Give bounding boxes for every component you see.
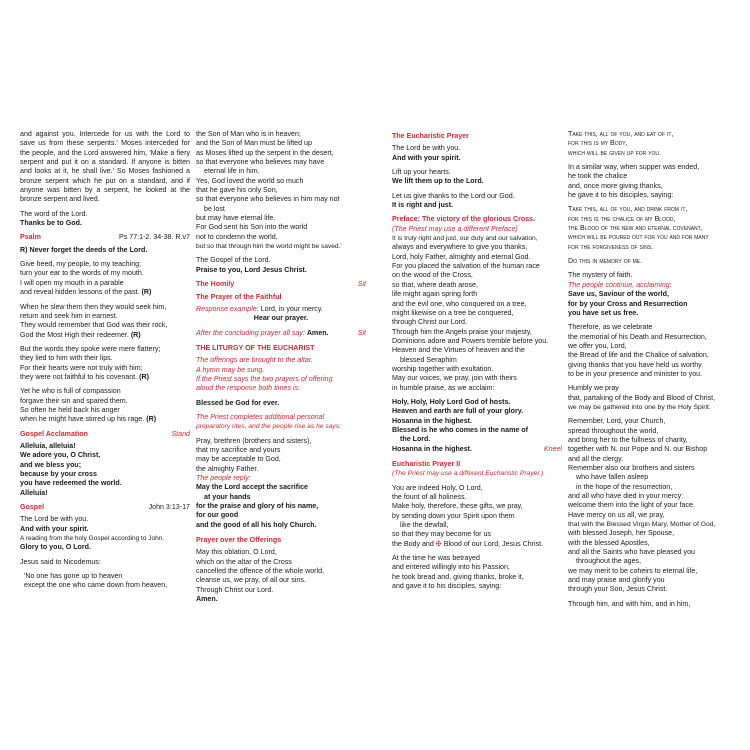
column-1	[20, 130, 190, 591]
people-continue-rubric: The people continue, acclaiming:	[568, 280, 672, 289]
priest-line: Lift up your hearts.	[392, 168, 451, 177]
verse-line: They would remember that God was their rock,	[20, 321, 168, 330]
acclaim-line: for by your Cross and Resurrection	[568, 299, 688, 308]
sanctus-line: the Lord.	[400, 435, 431, 444]
verse-line: turn your ear to the words of my mouth.	[20, 269, 144, 278]
prayer-line: and bring her to the fullness of charity,	[568, 435, 688, 444]
ep2-line: the Body and	[392, 539, 434, 548]
prayer-line: Through Christ our Lord.	[196, 585, 274, 594]
ep2-line: so that they may become for us	[392, 530, 491, 539]
gospel-line: and the Son of Man must be lifted up	[196, 139, 312, 148]
ep2-line: like the dewfall,	[400, 521, 449, 530]
prayer-line: we may merit to be coheirs to eternal life,	[568, 566, 698, 575]
verse-line: they were not faithful to his covenant.	[20, 372, 138, 381]
betrayed-line: At the time he was betrayed	[392, 554, 480, 563]
psalm-stanza-1	[20, 260, 190, 297]
prayer-line: spread throughout the world,	[568, 426, 659, 435]
prayer-line: cleanse us, we pray, of all our sins.	[196, 576, 306, 585]
reply-line: for our good	[196, 511, 239, 520]
verse-line: Give heed, my people, to my teaching;	[20, 260, 142, 269]
people-line: And with your spirit.	[392, 153, 461, 162]
gospel-line: not to condemn the world,	[196, 232, 278, 241]
preface-line: life might again spring forth	[392, 290, 478, 299]
faithful-label: The Prayer of the Faithful	[196, 292, 282, 301]
prayer-line: Remember, Lord, your Church,	[568, 417, 666, 426]
sanctus-line: Heaven and earth are full of your glory.	[392, 407, 524, 416]
prayer-line: with the blessed Apostles,	[568, 538, 650, 547]
posture-sit: Sit	[357, 328, 366, 337]
prayer-line: the memorial of his Death and Resurrection,	[568, 332, 707, 341]
prayer-line: we may be gathered into one by the Holy Spirit.	[568, 403, 711, 411]
rubric-line: The offerings are brought to the altar.	[196, 356, 313, 365]
gospel-line: be lost	[204, 204, 225, 213]
offerings-label: Prayer over the Offerings	[196, 536, 282, 545]
verse-line: they lied to him with their lips.	[20, 354, 113, 363]
priest-line: Let us give thanks to the Lord our God.	[392, 191, 515, 200]
gospel-line: but may have eternal life.	[196, 214, 276, 223]
gospel-dialogue	[20, 515, 190, 552]
posture-kneel: Kneel	[543, 444, 562, 453]
eucharist-label: THE LITURGY OF THE EUCHARIST	[196, 343, 315, 352]
betrayed-text	[392, 554, 562, 591]
acclamation-line: you have redeemed the world.	[20, 479, 122, 488]
gospel-line: but so that through him the world might be saved.'	[196, 243, 342, 251]
acclaim-line: Save us, Saviour of the world,	[568, 290, 669, 299]
blessed-response: Blessed be God for ever.	[196, 398, 280, 407]
rubric-line: The Priest completes additional personal	[196, 412, 325, 421]
mystery	[568, 271, 738, 318]
prayer-line: Humbly we pray	[568, 384, 619, 393]
dialogue-1	[392, 144, 562, 163]
preface-line: through Christ our Lord.	[392, 318, 467, 327]
verse-line: when he might have stirred up his rage.	[20, 415, 145, 424]
consecration-line: for the forgiveness of sins.	[568, 242, 654, 251]
preface-text	[392, 234, 562, 393]
prayer-line: throughout the ages,	[576, 557, 642, 566]
dialogue-line: The Lord be with you.	[20, 515, 89, 524]
consecration-line: Take this, all of you, and drink from it,	[568, 205, 688, 214]
faithful-heading	[196, 293, 366, 302]
preface-line: Heaven and the Virtues of heaven and the	[392, 346, 525, 355]
column-4	[568, 130, 738, 609]
gospel-line: eternal life in him.	[204, 167, 260, 176]
psalm-stanza-4	[20, 387, 190, 424]
prayer-line: to be in your presence and minister to you.	[568, 369, 703, 378]
prayer-line: and all the Saints who have pleased you	[568, 548, 695, 557]
amen-response: Amen.	[306, 328, 329, 337]
gospel-of-lord: The Gospel of the Lord.	[196, 256, 271, 265]
acclamation-line: because by your cross	[20, 470, 97, 478]
preface-heading	[392, 215, 562, 224]
consecration-line: which will be poured out for you and for many	[568, 234, 709, 242]
gospel-line: so that everyone who believes in him may not	[196, 195, 340, 204]
column-3	[392, 130, 562, 596]
pray-line: Pray, brethren (brothers and sisters),	[196, 436, 312, 445]
prayer-line: and may praise and glorify you	[568, 576, 665, 585]
ep2-rubric: (The Priest may use a different Eucharistic Prayer.)	[392, 470, 544, 478]
concluding-row	[196, 329, 366, 338]
dialogue-2	[392, 168, 562, 187]
psalm-label: Psalm	[20, 233, 41, 242]
verse-line: I will open my mouth in a parable	[20, 278, 124, 287]
prayer-line: Remember also our brothers and sisters	[568, 464, 695, 472]
offerings-heading	[196, 536, 366, 545]
r-mark: (R)	[139, 372, 149, 381]
verse-line: For their hearts were not truly with him;	[20, 363, 143, 372]
consecration-line: the Blood of the new and eternal covenant,	[568, 224, 703, 233]
remember	[568, 417, 738, 595]
prayer-line: and all the clergy.	[568, 454, 624, 463]
betrayed-line: he took bread and, giving thanks, broke it,	[392, 572, 524, 581]
gospel-line: except the one who came down from heaven,	[24, 581, 168, 590]
thanks-response: Thanks be to God.	[20, 219, 82, 228]
preface-line: May our voices, we pray, join with theirs	[392, 374, 517, 383]
gospel-label: Gospel	[20, 503, 45, 512]
prayer-line: welcome them into the light of your face.	[568, 501, 695, 510]
through-him: Through him, and with him, and in him,	[568, 599, 691, 608]
amen-response: Amen.	[196, 595, 218, 604]
gospel-ref: John 3:13-17	[148, 503, 190, 512]
prayer-line: In a similar way, when supper was ended,	[568, 163, 700, 172]
ep2-label: Eucharistic Prayer II	[392, 460, 461, 468]
verse-line: So often he held back his anger	[20, 405, 120, 414]
reply-line: at your hands	[204, 492, 251, 501]
word-of-lord: The word of the Lord.	[20, 209, 88, 218]
betrayed-line: and gave it to his disciples, saying:	[392, 582, 502, 591]
r-mark: (R)	[146, 415, 157, 424]
preface-line: Lord, holy Father, almighty and eternal God.	[392, 252, 531, 261]
acclamation-text	[20, 442, 190, 498]
take-eat	[568, 130, 738, 158]
ep2-text	[392, 484, 562, 549]
prayer-line: we offer you, Lord,	[568, 341, 627, 350]
ep2-line: Make holy, therefore, these gifts, we pray,	[392, 502, 523, 511]
ep-heading	[392, 132, 562, 141]
faithful-response	[196, 305, 366, 324]
humbly	[568, 384, 738, 412]
sanctus-line: Hosanna in the highest.	[392, 416, 473, 425]
verse-line: return and seek him in earnest.	[20, 311, 118, 320]
prayer-line: in the hope of the resurrection,	[576, 482, 673, 491]
mystery-line: The mystery of faith.	[568, 271, 633, 280]
eucharist-heading	[196, 344, 366, 353]
hear-prayer: Hear our prayer.	[253, 314, 309, 323]
r-mark: (R)	[141, 288, 152, 297]
acclamation-heading	[20, 430, 190, 439]
verse-line: and reveal hidden lessons of the past.	[20, 288, 140, 297]
betrayed-line: and entered willingly into his Passion,	[392, 563, 510, 572]
preface-line: so that, where death arose,	[392, 280, 478, 289]
response-example-label: Response example:	[196, 304, 259, 313]
prayer-line: he took the chalice	[568, 172, 628, 181]
sanctus-line: Holy, Holy, Holy Lord God of hosts.	[392, 397, 511, 406]
rubric-line: If the Priest says the two prayers of offering	[196, 374, 333, 383]
gospel-line: that he gave his only Son,	[196, 186, 278, 195]
psalm-stanza-3	[20, 345, 190, 382]
gospel-heading	[20, 503, 190, 512]
priest-line: The Lord be with you.	[392, 144, 461, 153]
ep-label: The Eucharistic Prayer	[392, 132, 469, 140]
gospel-line: so that everyone who believes may have	[196, 158, 325, 167]
ep2-line: by sending down your Spirit upon them	[392, 511, 515, 520]
ep2-line: the fount of all holiness.	[392, 493, 467, 502]
preface-line: Dominions adore and Powers tremble before you.	[392, 336, 549, 345]
prayer-line: May this oblation, O Lord,	[196, 548, 277, 557]
verse-line: But the words they spoke were mere flattery;	[20, 344, 161, 353]
prayer-line: together with N. our Pope and N. our Bishop	[568, 445, 708, 454]
jesus-said: Jesus said to Nicodemus:	[20, 557, 101, 566]
ep2-heading	[392, 460, 562, 469]
rubric-line: preparatory rites, and the people rise as he says:	[196, 423, 341, 431]
reply-line: May the Lord accept the sacrifice	[196, 483, 308, 492]
preface-label: Preface: The victory of the glorious Cross.	[392, 215, 536, 224]
offerings-prayer	[196, 548, 366, 604]
prayer-line: and, once more giving thanks,	[568, 181, 663, 190]
people-reply-rubric: The people reply:	[196, 474, 251, 482]
offerings-rubric	[196, 356, 366, 393]
verse-line: When he slew them then they would seek him,	[20, 302, 167, 311]
dialogue-line: A reading from the holy Gospel according to John.	[20, 535, 165, 543]
posture-stand: Stand	[171, 429, 190, 438]
acclamation-line: Alleluia, alleluia!	[20, 441, 76, 450]
consecration-line: for this is my Body,	[568, 139, 628, 148]
acclamation-label: Gospel Acclamation	[20, 429, 88, 438]
similar-way	[568, 163, 738, 200]
pray-line: that my sacrifice and yours	[196, 445, 281, 454]
prayer-line: which on the altar of the Cross	[196, 557, 292, 566]
preface-line: For you placed the salvation of the human race	[392, 262, 540, 271]
verse-line: Yet he who is full of compassion	[20, 387, 121, 396]
preface-line: worship together with exultation.	[392, 364, 494, 373]
column-2	[196, 130, 366, 609]
cross-icon: ✠	[435, 539, 442, 548]
gospel-line: as Moses lifted up the serpent in the desert,	[196, 148, 334, 157]
praise-response: Praise to you, Lord Jesus Christ.	[196, 265, 307, 274]
verse-line: forgave their sin and spared them.	[20, 396, 128, 405]
gospel-line: For God sent his Son into the world	[196, 223, 308, 232]
consecration-line: for this is the chalice of my Blood,	[568, 214, 676, 223]
prayer-line: and all who have died in your mercy:	[568, 492, 684, 501]
homily-heading	[196, 280, 366, 289]
prayer-line: Therefore, as we celebrate	[568, 323, 653, 332]
pray-line: may be acceptable to God,	[196, 455, 281, 464]
preface-line: Through him the Angels praise your majesty,	[392, 327, 532, 336]
pray-brethren	[196, 437, 366, 530]
gospel-continued	[196, 130, 366, 251]
prayer-line: that with the Blessed Virgin Mary, Mother of God,	[568, 521, 716, 529]
take-drink	[568, 205, 738, 252]
psalm-ref: Ps 77:1-2. 34-38. R.v7	[119, 233, 190, 242]
prayer-line: that, partaking of the Body and Blood of Christ,	[568, 393, 716, 402]
psalm-stanza-2	[20, 303, 190, 340]
acclamation-line: We adore you, O Christ,	[20, 451, 101, 460]
reading-text: and against you. Intercede for us with the Lord to save us from these serpents.' Moses interceded for the people, and the Lord answered him, 'Make a fiery serpent and put it on a standard. If anyone is bitten and looks at it, he shall live.' So Moses fashioned a bronze serpent which he put on a standard, and if anyone was bitten by a serpent, he looked at the bronze serpent and lived.	[20, 130, 190, 204]
gospel-line: 'No one has gone up to heaven	[24, 572, 123, 581]
preface-line: It is truly right and just, our duty and our salvation,	[392, 235, 538, 243]
people-line: We lift them up to the Lord.	[392, 177, 484, 186]
consecration-line: Take this, all of you, and eat of it,	[568, 130, 674, 138]
preface-line: and the evil one, who conquered on a tree,	[392, 299, 527, 308]
prayer-line: through your Son, Jesus Christ.	[568, 585, 668, 594]
r-mark: (R)	[130, 330, 141, 339]
preface-rubric: (The Priest may use a different Preface)	[392, 224, 518, 233]
after-concluding: After the concluding prayer all say:	[196, 328, 305, 337]
prayer-line: the Bread of life and the Chalice of salvation,	[568, 351, 709, 360]
prayer-line: cancelled the offence of the whole world,	[196, 567, 325, 576]
completes-rubric	[196, 413, 366, 432]
gospel-line: the Son of Man who is in heaven;	[196, 130, 301, 138]
response-text: Lord, in your mercy.	[260, 304, 323, 313]
acclaim-line: you have set us free.	[568, 308, 639, 317]
dialogue-line: And with your spirit.	[20, 524, 89, 533]
acclamation-line: and we bless you;	[20, 460, 82, 469]
sanctus	[392, 398, 562, 454]
prayer-line: he gave it to his disciples, saying:	[568, 191, 674, 200]
prayer-line: with blessed Joseph, her Spouse,	[568, 529, 675, 538]
psalm-response: R) Never forget the deeds of the Lord.	[20, 245, 148, 254]
acclamation-line: Alleluia!	[20, 488, 48, 497]
sanctus-line: Hosanna in the highest.	[392, 444, 473, 453]
preface-line: in humble praise, as we acclaim:	[392, 383, 495, 392]
gospel-line: Yes, God loved the world so much	[196, 176, 304, 185]
posture-sit: Sit	[357, 280, 366, 289]
prayer-line: giving thanks that you have held us worthy	[568, 360, 702, 369]
sanctus-line: Blessed is he who comes in the name of	[392, 425, 529, 434]
ep2-line: You are indeed Holy, O Lord,	[392, 483, 483, 492]
homily-label: The Homily	[196, 280, 235, 289]
rubric-line: A hymn may be sung.	[196, 365, 265, 374]
preface-line: blessed Seraphim	[400, 355, 457, 364]
preface-line: might likewise on a tree be conquered,	[392, 308, 514, 317]
dialogue-3	[392, 192, 562, 211]
dialogue-line: Glory to you, O Lord.	[20, 543, 91, 552]
prayer-line: who have fallen asleep	[576, 473, 649, 482]
pray-line: the almighty Father.	[196, 464, 259, 473]
psalm-heading	[20, 233, 190, 242]
preface-line: on the wood of the Cross,	[392, 271, 473, 280]
reply-line: for the praise and glory of his name,	[196, 502, 319, 511]
people-line: It is right and just.	[392, 201, 454, 210]
consecration-line: which will be given up for you.	[568, 148, 661, 157]
therefore	[568, 323, 738, 379]
preface-line: always and everywhere to give you thanks,	[392, 243, 528, 252]
prayer-line: Have mercy on us all, we pray,	[568, 510, 665, 519]
reply-line: and the good of all his holy Church.	[196, 520, 317, 529]
memory-line: Do this in memory of me.	[568, 257, 643, 266]
rubric-line: aloud the response both times is:	[196, 384, 301, 393]
ep2-line: Blood of our Lord, Jesus Christ.	[443, 539, 544, 548]
verse-line: God the Most High their redeemer.	[20, 330, 129, 339]
